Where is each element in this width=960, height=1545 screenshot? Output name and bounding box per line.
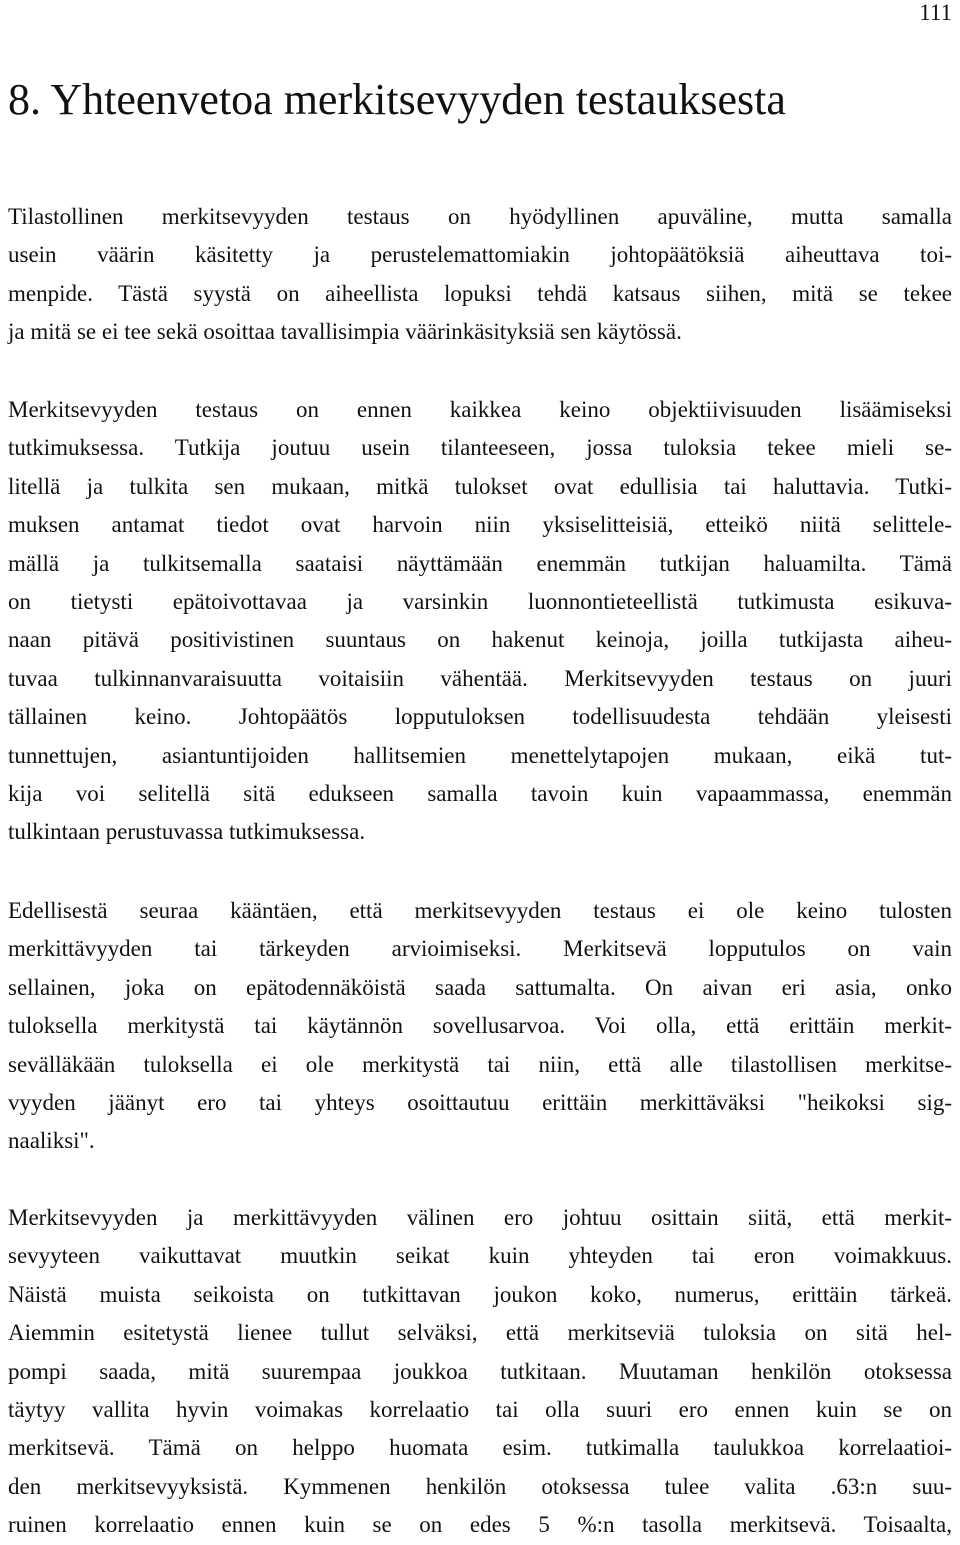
text-line: tunnettujen, asiantuntijoiden hallitsemien menettelytapojen mukaan, eikä tut- [8,742,952,768]
text-line: tuvaa tulkinnanvaraisuutta voitaisiin vähentää. Merkitsevyyden testaus on juuri [8,665,952,691]
text-line: den merkitsevyyksistä. Kymmenen henkilön otoksessa tulee valita .63:n suu- [8,1473,952,1499]
text-line: tulkintaan perustuvassa tutkimuksessa. [8,819,366,845]
paragraph-intro [8,198,952,352]
text-line: sevälläkään tuloksella ei ole merkitystä tai niin, että alle tilastollisen merkitse- [8,1051,952,1077]
text-line: naan pitävä positivistinen suuntaus on hakenut keinoja, joilla tutkijasta aiheu- [8,627,952,653]
text-line: pompi saada, mitä suurempaa joukkoa tutkitaan. Muutaman henkilön otoksessa [8,1358,952,1384]
text-line: litellä ja tulkita sen mukaan, mitkä tulokset ovat edullisia tai haluttavia. Tutki- [8,473,952,499]
text-line: vyyden jäänyt ero tai yhteys osoittautuu erittäin merkittäväksi "heikoksi sig- [8,1089,952,1115]
text-line: kija voi selitellä sitä edukseen samalla tavoin kuin vapaammassa, enemmän [8,780,952,806]
text-line: Edellisestä seuraa kääntäen, että merkitsevyyden testaus ei ole keino tulosten [8,898,952,923]
chapter-title: 8. Yhteenvetoa merkitsevyyden testauksesta [8,75,786,124]
text-line: ja mitä se ei tee sekä osoittaa tavallisimpia väärinkäsityksiä sen käytössä. [8,319,682,345]
text-line: tuloksella merkitystä tai käytännön sovellusarvoa. Voi olla, että erittäin merkit- [8,1013,952,1039]
text-line: sellainen, joka on epätodennäköistä saada sattumalta. On aivan eri asia, onko [8,974,952,1000]
text-line: merkittävyyden tai tärkeyden arvioimiseksi. Merkitsevä lopputulos on vain [8,936,952,962]
paragraph-objectivity [8,391,952,852]
text-line: tutkimuksessa. Tutkija joutuu usein tilanteeseen, jossa tuloksia tekee mieli se- [8,435,952,461]
text-line: Merkitsevyyden ja merkittävyyden välinen ero johtuu osittain siitä, että merkit- [8,1205,952,1230]
text-line: Näistä muista seikoista on tutkittavan joukon koko, numerus, erittäin tärkeä. [8,1281,952,1307]
text-line: muksen antamat tiedot ovat harvoin niin yksiselitteisiä, etteikö niitä selittele- [8,512,952,538]
text-line: tällainen keino. Johtopäätös lopputuloksen todellisuudesta tehdään yleisesti [8,704,952,730]
text-line: Merkitsevyyden testaus on ennen kaikkea keino objektiivisuuden lisäämiseksi [8,397,952,422]
text-line: Aiemmin esitetystä lienee tullut selväksi, että merkitseviä tuloksia on sitä hel- [8,1320,952,1346]
paragraph-sample-size [8,1199,952,1545]
text-line: on tietysti epätoivottavaa ja varsinkin luonnontieteellistä tutkimusta esikuva- [8,588,952,614]
text-line: Tilastollinen merkitsevyyden testaus on hyödyllinen apuväline, mutta samalla [8,204,952,229]
text-line: mällä ja tulkitsemalla saataisi näyttämään enemmän tutkijan haluamilta. Tämä [8,550,952,576]
text-line: merkitsevä. Tämä on helppo huomata esim. tutkimalla taulukkoa korrelaatioi- [8,1435,952,1461]
text-line: usein väärin käsitetty ja perustelemattomiakin johtopäätöksiä aiheuttava toi- [8,242,952,268]
text-line: ruinen korrelaatio ennen kuin se on edes 5 %:n tasolla merkitsevä. Toisaalta, [8,1512,952,1538]
page-number: 111 [919,0,952,25]
text-line: menpide. Tästä syystä on aiheellista lopuksi tehdä katsaus siihen, mitä se tekee [8,280,952,306]
paragraph-significance-vs-importance [8,892,952,1161]
text-line: täytyy vallita hyvin voimakas korrelaatio tai olla suuri ero ennen kuin se on [8,1396,952,1422]
text-line: sevyyteen vaikuttavat muutkin seikat kuin yhteyden tai eron voimakkuus. [8,1243,952,1269]
text-line: naaliksi". [8,1128,95,1154]
